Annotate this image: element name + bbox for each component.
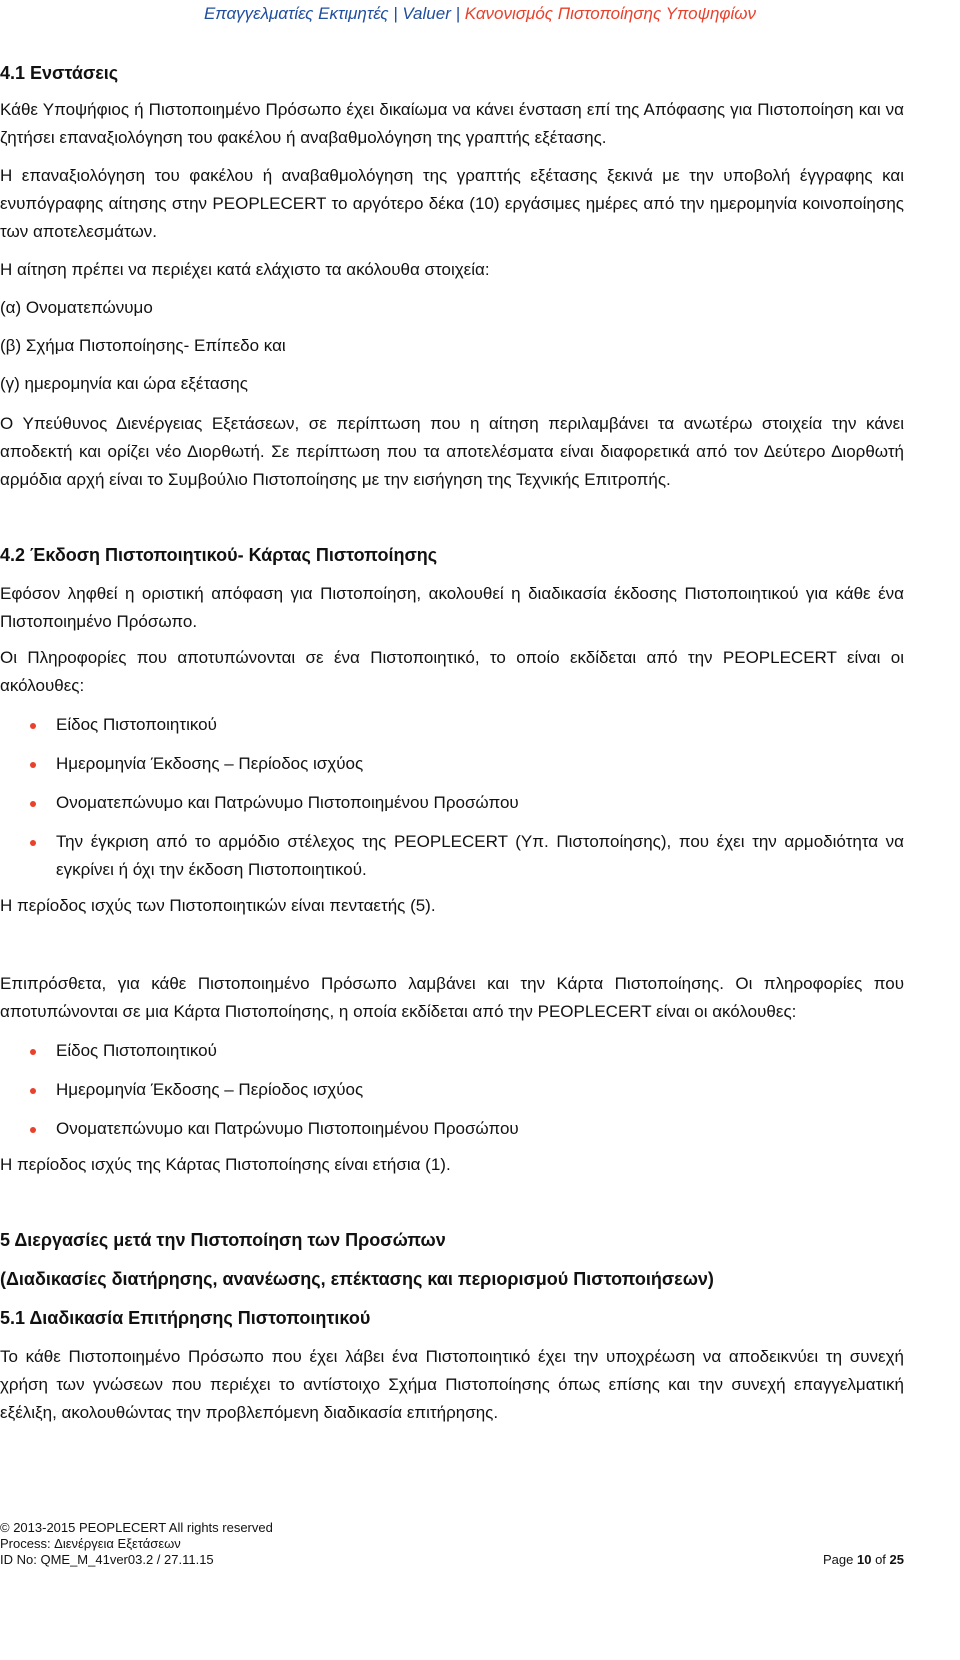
paragraph: Ο Υπεύθυνος Διενέργειας Εξετάσεων, σε περίπτωση που η αίτηση περιλαμβάνει τα ανωτέρω στοιχεία την κάνει αποδεκτή και ορίζει νέο Διορθωτή. Σε περίπτωση που τα αποτελέσματα είναι διαφορετικά από τον Δεύτερο Διορθωτή αρμόδια αρχή είναι το Συμβούλιο Πιστοποίησης με την εισήγηση της Τεχνικής Επιτροπής. — [0, 414, 904, 489]
page-content — [0, 60, 904, 1427]
paragraph: Η περίοδος ισχύς των Πιστοποιητικών είναι πενταετής (5). — [0, 896, 436, 915]
section-5-title: 5 Διεργασίες μετά την Πιστοποίηση των Προσώπων — [0, 1230, 446, 1250]
list-item-a: (α) Ονοματεπώνυμο — [0, 298, 153, 317]
page-number: Page 10 of 25 — [822, 1552, 904, 1567]
footer-doc-id: ID No: QME_M_41ver03.2 / 27.11.15 — [0, 1552, 214, 1567]
certificate-info-list — [0, 711, 904, 884]
footer-row — [0, 1552, 904, 1568]
bullet-icon — [30, 723, 36, 729]
list-item: Είδος Πιστοποιητικού — [0, 1037, 904, 1065]
bullet-icon — [30, 1127, 36, 1133]
section-5-subtitle: (Διαδικασίες διατήρησης, ανανέωσης, επέκτασης και περιορισμού Πιστοποιήσεων) — [0, 1269, 714, 1289]
page-footer — [0, 1520, 904, 1568]
paragraph: Εφόσον ληφθεί η οριστική απόφαση για Πιστοποίηση, ακολουθεί η διαδικασία έκδοσης Πιστοποιητικού για κάθε ένα Πιστοποιημένο Πρόσωπο. — [0, 584, 904, 631]
bullet-icon — [30, 801, 36, 807]
card-info-list — [0, 1037, 904, 1143]
section-5-1-title: 5.1 Διαδικασία Επιτήρησης Πιστοποιητικού — [0, 1308, 371, 1328]
running-header — [0, 4, 960, 24]
list-item: Την έγκριση από το αρμόδιο στέλεχος της PEOPLECERT (Υπ. Πιστοποίησης), που έχει την αρμοδιότητα να εγκρίνει ή όχι την έκδοση Πιστοποιητικού. — [0, 828, 904, 884]
paragraph: Κάθε Υποψήφιος ή Πιστοποιημένο Πρόσωπο έχει δικαίωμα να κάνει ένσταση επί της Απόφασης για Πιστοποίηση και να ζητήσει επαναξιολόγηση του φακέλου ή αναβαθμολόγηση της γραπτής εξέτασης. — [0, 100, 904, 147]
list-item-c: (γ) ημερομηνία και ώρα εξέτασης — [0, 374, 248, 393]
bullet-icon — [30, 1088, 36, 1094]
paragraph: Επιπρόσθετα, για κάθε Πιστοποιημένο Πρόσωπο λαμβάνει και την Κάρτα Πιστοποίησης. Οι πληροφορίες που αποτυπώνονται σε μια Κάρτα Πιστοποίησης, η οποία εκδίδεται από την PEOPLECERT είναι οι ακόλουθες: — [0, 974, 904, 1021]
paragraph: Το κάθε Πιστοποιημένο Πρόσωπο που έχει λάβει ένα Πιστοποιητικό έχει την υποχρέωση να αποδεικνύει τη συνεχή χρήση των γνώσεων που περιέχει το αντίστοιχο Σχήμα Πιστοποίησης όπως επίσης και την συνεχή επαγγελματική εξέλιξη, ακολουθώντας την προβλεπόμενη διαδικασία επιτήρησης. — [0, 1347, 904, 1422]
bullet-icon — [30, 762, 36, 768]
header-subtitle: Κανονισμός Πιστοποίησης Υποψηφίων — [464, 4, 757, 23]
paragraph: Οι Πληροφορίες που αποτυπώνονται σε ένα Πιστοποιητικό, το οποίο εκδίδεται από την PEOPLECERT είναι οι ακόλουθες: — [0, 648, 904, 695]
list-item: Ημερομηνία Έκδοσης – Περίοδος ισχύος — [0, 1076, 904, 1104]
list-item-b: (β) Σχήμα Πιστοποίησης- Επίπεδο και — [0, 336, 286, 355]
footer-copyright: © 2013-2015 PEOPLECERT All rights reserved — [0, 1520, 273, 1535]
list-item: Ημερομηνία Έκδοσης – Περίοδος ισχύος — [0, 750, 904, 778]
paragraph: Η αίτηση πρέπει να περιέχει κατά ελάχιστο τα ακόλουθα στοιχεία: — [0, 260, 490, 279]
section-4-2-title: 4.2 Έκδοση Πιστοποιητικού- Κάρτας Πιστοποίησης — [0, 545, 438, 565]
paragraph: Η επαναξιολόγηση του φακέλου ή αναβαθμολόγηση της γραπτής εξέτασης ξεκινά με την υποβολή έγγραφης και ενυπόγραφης αίτησης στην PEOPLECERT το αργότερο δέκα (10) εργάσιμες ημέρες από την ημερομηνία κοινοποίησης των αποτελεσμάτων. — [0, 166, 904, 241]
header-title: Επαγγελματίες Εκτιμητές | Valuer | — [203, 4, 460, 23]
section-4-1-title: 4.1 Ενστάσεις — [0, 63, 119, 83]
paragraph: Η περίοδος ισχύς της Κάρτας Πιστοποίησης είναι ετήσια (1). — [0, 1155, 451, 1174]
bullet-icon — [30, 840, 36, 846]
footer-process: Process: Διενέργεια Εξετάσεων — [0, 1536, 181, 1551]
list-item: Ονοματεπώνυμο και Πατρώνυμο Πιστοποιημένου Προσώπου — [0, 1115, 904, 1143]
list-item: Ονοματεπώνυμο και Πατρώνυμο Πιστοποιημένου Προσώπου — [0, 789, 904, 817]
list-item: Είδος Πιστοποιητικού — [0, 711, 904, 739]
bullet-icon — [30, 1049, 36, 1055]
